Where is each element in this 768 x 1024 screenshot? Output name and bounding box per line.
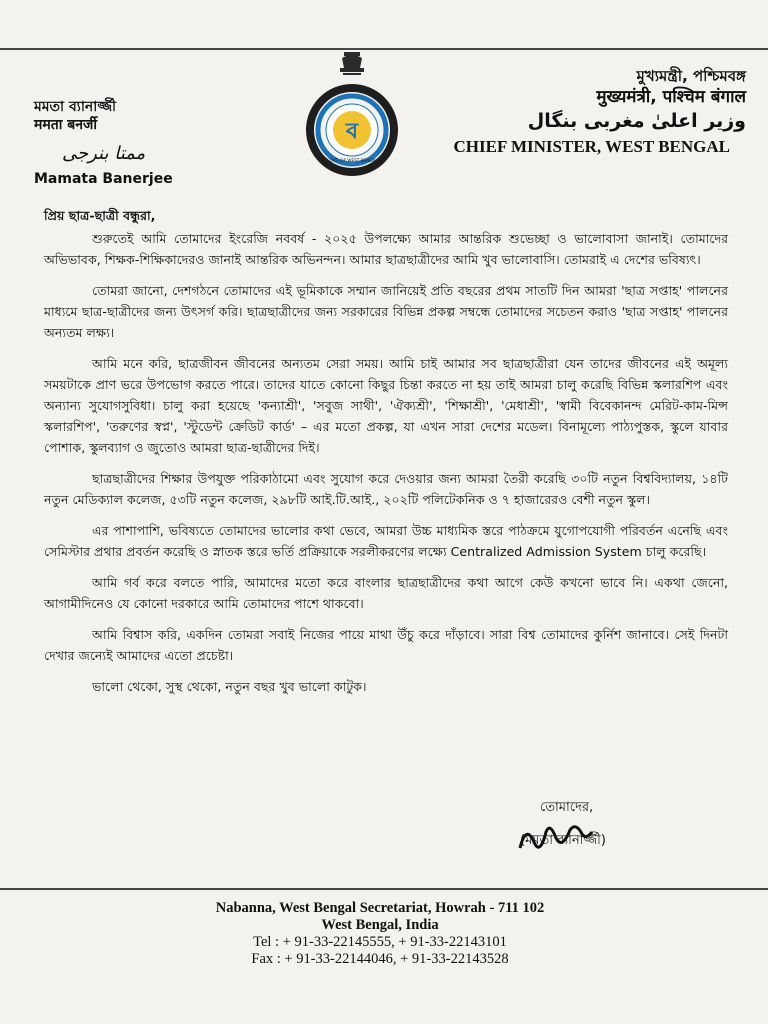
- signature-name: (মমতা ব্যানার্জ্জী): [520, 833, 606, 848]
- office-title-block: [446, 66, 746, 158]
- paragraph: আমি গর্ব করে বলতে পারি, আমাদের মতো করে বাংলার ছাত্রছাত্রীদের কথা আগে কেউ কখনো ভাবে নি। একথা জেনো, আগামীদিনেও যে কোনো দরকারে আমি তোমাদের পাশে থাকবো।: [44, 575, 728, 611]
- name-bengali: মমতা ব্যানার্জ্জী: [34, 99, 117, 115]
- paragraph: ছাত্রছাত্রীদের শিক্ষার উপযুক্ত পরিকাঠামো এবং সুযোগ করে দেওয়ার জন্য আমরা তৈরী করেছি ৩০টি নতুন বিশ্ববিদ্যালয়, ১৪টি নতুন মেডিক্যাল কলেজ, ৫৩টি নতুন কলেজ, ২৯৮টি আই.টি.আই., ২০২টি পলিটেকনিক ও ৭ হাজারেরও বেশী নতুন স্কুল।: [44, 471, 728, 507]
- fax: Fax : + 91-33-22144046, + 91-33-22143528: [251, 951, 509, 967]
- emblem-letter: ব: [345, 119, 359, 144]
- address-line-2: West Bengal, India: [321, 917, 439, 933]
- west-bengal-emblem: [300, 48, 404, 178]
- title-english: CHIEF MINISTER, WEST BENGAL: [453, 137, 730, 156]
- title-bengali: মুখ্যমন্ত্রী, পশ্চিমবঙ্গ: [636, 67, 746, 85]
- title-urdu: وزیر اعلیٰ مغربی بنگال: [527, 110, 746, 132]
- paragraph: আমি মনে করি, ছাত্রজীবন জীবনের অন্যতম সেরা সময়। আমি চাই আমার সব ছাত্রছাত্রীরা যেন তাদের জীবনের এই অমূল্য সময়টাকে প্রাণ ভরে উপভোগ করতে পারে। তাদের যাতে কোনো কিছুর চিন্তা করতে না হয় তাই আমরা চালু করেছি বিভিন্ন স্কলারশিপ এবং অন্যান্য সুযোগসুবিধা। চালু করা হয়েছে 'কন্যাশ্রী', 'সবুজ সাথী', 'ঐক্যশ্রী', 'শিক্ষাশ্রী', 'মেধাশ্রী', 'স্বামী বিবেকানন্দ মেরিট-কাম-মিন্স স্কলারশিপ', 'তরুণের স্বপ্ন', 'স্টুডেন্ট ক্রেডিট কার্ড' – এর মতো প্রকল্প, যা এখন সারা দেশের মডেল। বিনামূল্যে পাঠ্যপুস্তক, স্কুলে যাবার পোশাক, স্কুলব্যাগ ও জুতোও আমরা ছাত্র-ছাত্রীদের দিই।: [44, 356, 728, 455]
- footer-address: [140, 900, 620, 968]
- paragraph: শুরুতেই আমি তোমাদের ইংরেজি নববর্ষ - ২০২৫ উপলক্ষ্যে আমার আন্তরিক শুভেচ্ছা ও ভালোবাসা জানাই। তোমাদের অভিভাবক, শিক্ষক-শিক্ষিকাদেরও জানাই আন্তরিক অভিনন্দন। আমার ছাত্রছাত্রীদের আমি খুব ভালোবাসি। তোমরাই এ দেশের ভবিষ্যৎ।: [44, 231, 728, 267]
- name-hindi: ममता बनर्जी: [34, 117, 98, 133]
- letter-body: [44, 205, 728, 707]
- paragraph: তোমরা জানো, দেশগঠনে তোমাদের এই ভূমিকাকে সম্মান জানিয়েই প্রতি বছরের প্রথম সাতটি দিন আমরা 'ছাত্র সপ্তাহ' পালনের মাধ্যমে ছাত্র-ছাত্রীদের জন্য উৎসর্গ করি। ছাত্রছাত্রীদের জন্য সরকারের বিভিন্ন প্রকল্প সম্বন্ধে তোমাদের সচেতন করাও 'ছাত্র সপ্তাহ' পালনের অন্যতম লক্ষ্য।: [44, 283, 728, 340]
- name-urdu: ممتا بنرجی: [62, 143, 146, 164]
- emblem-caption: GOVT. OF WEST BENGAL: [326, 158, 378, 163]
- name-english: Mamata Banerjee: [34, 171, 173, 187]
- paragraph: আমি বিশ্বাস করি, একদিন তোমরা সবাই নিজের পায়ে মাথা উঁচু করে দাঁড়াবে। সারা বিশ্ব তোমাদের কুর্নিশ জানাবে। সেই দিনটা দেখার জন্যেই আমাদের এতো প্রচেষ্টা।: [44, 627, 728, 663]
- footer-rule: [0, 888, 768, 890]
- closing-block: [520, 798, 690, 852]
- sender-name-block: [34, 98, 214, 188]
- paragraph: এর পাশাপাশি, ভবিষ্যতে তোমাদের ভালোর কথা ভেবে, আমরা উচ্চ মাধ্যমিক স্তরে পাঠক্রমে যুগোপযোগী পরিবর্তন এনেছি এবং সেমিস্টার প্রথার প্রবর্তন করেছি ও স্নাতক স্তরে ভর্তি প্রক্রিয়াকে সরলীকরণের লক্ষ্যে Centralized Admission System চালু করেছি।: [44, 523, 728, 559]
- paragraph: ভালো থেকো, সুস্থ থেকো, নতুন বছর খুব ভালো কাটুক।: [92, 679, 367, 694]
- telephone: Tel : + 91-33-22145555, + 91-33-22143101: [253, 934, 507, 950]
- address-line-1: Nabanna, West Bengal Secretariat, Howrah - 711 102: [215, 900, 545, 916]
- title-hindi: मुख्यमंत्री, पश्चिम बंगाल: [596, 87, 746, 107]
- salutation: প্রিয় ছাত্র-ছাত্রী বন্ধুরা,: [44, 208, 156, 223]
- ashoka-lion-icon: [340, 52, 364, 75]
- closing-text: তোমাদের,: [540, 800, 594, 815]
